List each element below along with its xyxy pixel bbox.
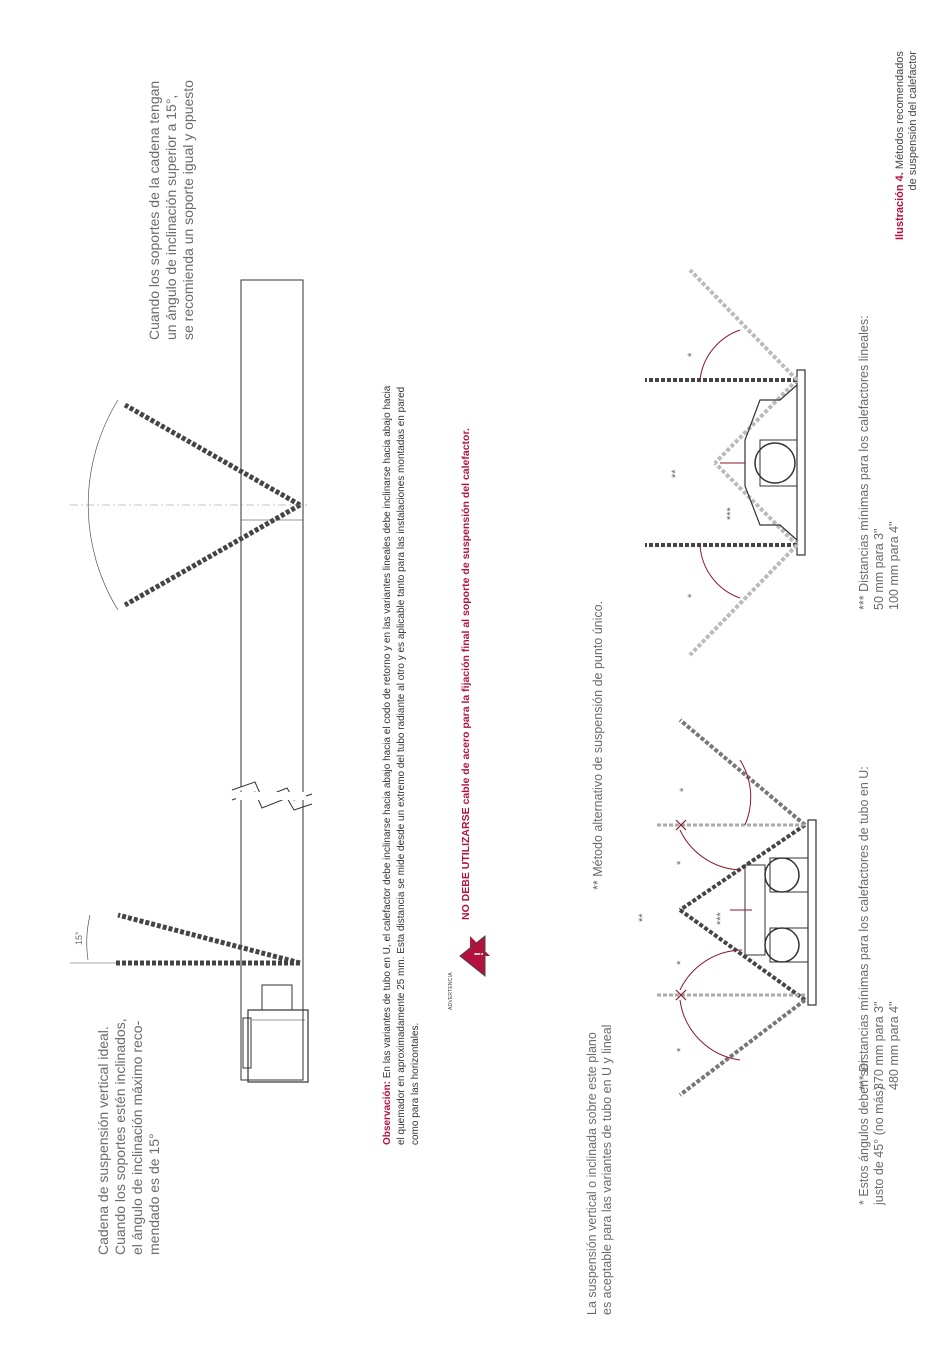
observation-line: como para las horizontales. [410,1022,421,1145]
figure-caption [894,51,920,240]
u-tube-diagram [655,720,816,1095]
warning-label: ADVERTENCIA [448,972,454,1010]
caption-line: Métodos recomendados [894,51,906,173]
linear-line: 50 mm para 3" [872,528,886,610]
inclined-line: La suspensión vertical o inclinada sobre este plano [585,1032,599,1315]
angles-note-line: justo de 45° (no más) [872,1086,886,1205]
double-star-mark: ** [670,469,682,478]
triple-star-mark: *** [715,912,727,925]
linear-line: *** Distancias mínimas para los calefactores lineales: [857,315,871,610]
single-star-mark: * [675,860,687,865]
single-star-mark: * [686,352,698,357]
vertical-chain-text [95,1018,163,1255]
u-tube-line: 480 mm para 4" [887,1001,901,1090]
vertical-chain-line: mendado es de 15° [146,1133,162,1255]
vertical-chain-line: Cadena de suspensión vertical ideal. [95,1026,111,1255]
linear-distances [857,315,902,610]
triple-star-mark: *** [725,507,737,520]
observation-line: el quemador en aproximadamente 25 mm. Esta distancia se mide desde un extremo del tubo radiante al otro y es aplicable tanto para las instalaciones montadas en pared [396,386,407,1145]
opposing-support-line: se recomienda un soporte igual y opuesto [180,80,196,340]
vertical-chain-line: Cuando los soportes estén inclinados, [112,1018,128,1255]
observation-label: Observación: [382,1081,393,1145]
u-tube-line: *** Distancias mínimas para los calefactores de tubo en U: [857,766,871,1090]
linear-diagram [645,270,805,655]
caption-line: de suspensión del calefactor [907,51,919,191]
opposing-support-line: Cuando los soportes de la cadena tengan [146,80,162,340]
single-star-mark: * [675,1047,687,1052]
opposing-support-line: un ángulo de inclinación superior a 15°, [163,94,179,340]
linear-line: 100 mm para 4" [887,521,901,610]
single-star-mark: * [686,593,698,598]
alt-method-text: ** Método alternativo de suspensión de punto único. [591,600,605,890]
u-tube-distances [857,766,902,1090]
single-star-mark: * [678,787,690,792]
angle-label: 15° [74,931,84,945]
top-angled-chains [70,400,310,610]
observation-note [381,386,423,1145]
warning-text: NO DEBE UTILIZARSE cable de acero para la fijación final al soporte de suspensión del calefactor. [460,428,472,920]
inclined-suspension-text [585,1025,615,1315]
observation-line: En las variantes de tubo en U, el calefactor debe inclinarse hacia abajo hacia el codo de retorno y en las variantes lineales debe inclinarse hacia abajo hacia [382,385,393,1082]
caption-label: Ilustración 4. [894,172,906,240]
single-star-mark: * [675,960,687,965]
vertical-chain-line: el ángulo de inclinación máximo reco- [129,1020,145,1255]
inclined-line: es aceptable para las variantes de tubo en U y lineal [600,1024,614,1315]
opposing-support-text [146,80,197,340]
angles-note-line: * Estos ángulos deben ser [857,1059,871,1205]
svg-text:!: ! [472,952,486,956]
top-vertical-chains [70,915,300,963]
warning-triangle-icon [448,932,492,978]
u-tube-line: 370 mm para 3" [872,1001,886,1090]
double-star-mark: ** [637,913,649,922]
